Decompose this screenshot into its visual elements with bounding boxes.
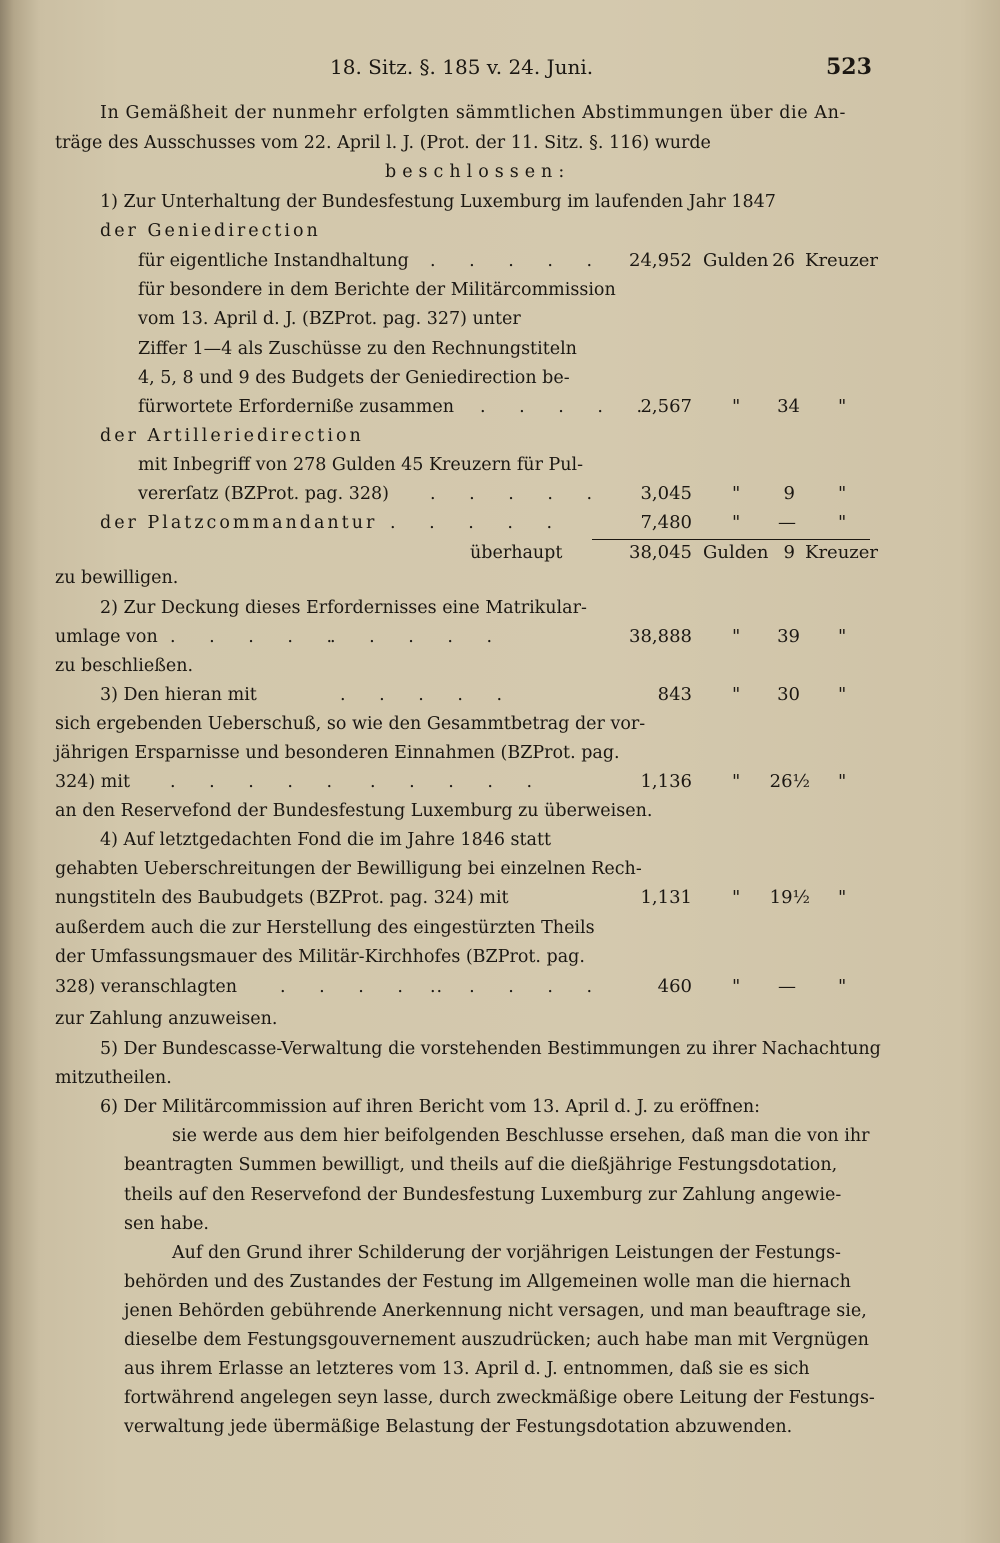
ditto-mark: " — [838, 396, 847, 417]
ditto-mark: " — [838, 887, 847, 908]
item5-line-2: mitzutheilen. — [55, 1068, 172, 1088]
ditto-mark: " — [732, 976, 741, 997]
ditto-mark: " — [838, 512, 847, 533]
platz-heading: der Platzcommandantur — [100, 513, 378, 533]
item2-line-1: 2) Zur Deckung dieses Erfordernisses eine Matrikular- — [100, 598, 587, 618]
running-head: 18. Sitz. §. 185 v. 24. Juni. — [330, 55, 594, 79]
ditto-mark: " — [838, 771, 847, 792]
ditto-mark: " — [732, 626, 741, 647]
item1-line-1: 1) Zur Unterhaltung der Bundesfestung Luxemburg im laufenden Jahr 1847 — [100, 192, 776, 212]
item2-line-2: umlage von — [55, 627, 158, 647]
leader-dots: . . . . . — [340, 685, 517, 705]
resolved-heading: beschlossen: — [385, 162, 571, 182]
leader-dots: . . . . . — [370, 772, 547, 792]
item4-line-3: nungstiteln des Baubudgets (BZProt. pag. 324) mit — [55, 888, 509, 908]
leader-dots: . . . . . — [430, 977, 607, 997]
genie-line-2: für besondere in dem Berichte der Militärcommission — [138, 280, 616, 300]
amount-gulden: 1,131 — [640, 887, 692, 908]
amount-gulden: 460 — [657, 976, 692, 997]
amount-kreuzer: 9 — [783, 483, 795, 504]
leader-dots: . . . . . — [330, 627, 507, 647]
genie-line-3: vom 13. April d. J. (BZProt. pag. 327) unter — [138, 309, 521, 329]
leader-dots: . . . . . — [480, 397, 657, 417]
artillerie-heading: der Artilleriedirection — [100, 426, 364, 446]
leader-dots: . . . . . — [170, 627, 347, 647]
amount-gulden: 24,952 — [629, 250, 692, 271]
ditto-mark: " — [732, 483, 741, 504]
item4-line-4: außerdem auch die zur Herstellung des eingestürzten Theils — [55, 918, 595, 938]
item1-closing: zu bewilligen. — [55, 568, 179, 588]
leader-dots: . . . . . — [280, 977, 457, 997]
intro-line-1: In Gemäßheit der nunmehr erfolgten sämmtlichen Abstimmungen über die An- — [100, 103, 846, 123]
item6-p2-line-5: aus ihrem Erlasse an letzteres vom 13. April d. J. entnommen, daß sie es sich — [124, 1359, 810, 1379]
ditto-mark: " — [732, 512, 741, 533]
amount-gulden: 7,480 — [640, 512, 692, 533]
ditto-mark: " — [838, 483, 847, 504]
item3-line-2: sich ergebenden Ueberschuß, so wie den Gesammtbetrag der vor- — [55, 714, 646, 734]
genie-line-6: fürwortete Erforderniße zusammen — [138, 397, 454, 417]
item3-line-5: an den Reservefond der Bundesfestung Luxemburg zu überweisen. — [55, 801, 653, 821]
item4-line-5: der Umfassungsmauer des Militär-Kirchhofes (BZProt. pag. — [55, 947, 585, 967]
unit-gulden: Gulden — [703, 542, 769, 563]
item6-p2-line-6: fortwährend angelegen seyn lasse, durch zweckmäßige obere Leitung der Festungs- — [124, 1388, 875, 1408]
total-gulden: 38,045 — [629, 542, 692, 563]
sum-rule — [592, 539, 870, 540]
leader-dots: . . . . . — [390, 513, 567, 533]
amount-kreuzer: 30 — [777, 684, 800, 705]
item3-line-1: 3) Den hieran mit — [100, 685, 257, 705]
leader-dots: . . . . . — [430, 251, 607, 271]
item6-p2-line-1: Auf den Grund ihrer Schilderung der vorjährigen Leistungen der Festungs- — [172, 1243, 841, 1263]
ditto-mark: " — [838, 626, 847, 647]
genie-line-5: 4, 5, 8 und 9 des Budgets der Geniedirection be- — [138, 368, 570, 388]
item6-p2-line-7: verwaltung jede übermäßige Belastung der Festungsdotation abzuwenden. — [124, 1417, 793, 1437]
page-number: 523 — [826, 54, 872, 80]
amount-gulden: 2,567 — [640, 396, 692, 417]
total-label: überhaupt — [470, 543, 563, 563]
item6-p1-line-3: theils auf den Reservefond der Bundesfestung Luxemburg zur Zahlung angewie- — [124, 1185, 842, 1205]
unit-kreuzer: Kreuzer — [805, 542, 879, 563]
ditto-mark: " — [732, 396, 741, 417]
item4-line-7: zur Zahlung anzuweisen. — [55, 1009, 278, 1029]
artillerie-line-2: vererſatz (BZProt. pag. 328) — [138, 484, 389, 504]
ditto-mark: " — [732, 887, 741, 908]
ditto-mark: " — [732, 684, 741, 705]
genie-line-4: Ziffer 1—4 als Zuschüsse zu den Rechnungstiteln — [138, 339, 577, 359]
item4-line-6: 328) veranschlagten — [55, 977, 238, 997]
artillerie-line-1: mit Inbegriff von 278 Gulden 45 Kreuzern für Pul- — [138, 455, 584, 475]
item2-line-3: zu beschließen. — [55, 656, 194, 676]
total-kreuzer: 9 — [783, 542, 795, 563]
intro-line-2: träge des Ausschusses vom 22. April l. J. (Prot. der 11. Sitz. §. 116) wurde — [55, 133, 711, 153]
leader-dots: . . . . . — [170, 772, 347, 792]
dash-mark: — — [778, 512, 796, 533]
unit-kreuzer: Kreuzer — [805, 250, 879, 271]
item4-line-1: 4) Auf letztgedachten Fond die im Jahre 1846 statt — [100, 830, 552, 850]
item3-line-3: jährigen Ersparnisse und besonderen Einnahmen (BZProt. pag. — [55, 743, 620, 763]
item6-p2-line-2: behörden und des Zustandes der Festung im Allgemeinen wolle man die hiernach — [124, 1272, 851, 1292]
amount-kreuzer: 39 — [777, 626, 800, 647]
dash-mark: — — [778, 976, 796, 997]
item6-p1-line-4: sen habe. — [124, 1214, 209, 1234]
genie-line-1: für eigentliche Instandhaltung — [138, 251, 409, 271]
item6-line-1: 6) Der Militärcommission auf ihren Bericht vom 13. April d. J. zu eröffnen: — [100, 1097, 761, 1117]
amount-kreuzer: 26 — [772, 250, 795, 271]
amount-gulden: 1,136 — [640, 771, 692, 792]
unit-gulden: Gulden — [703, 250, 769, 271]
ditto-mark: " — [732, 771, 741, 792]
ditto-mark: " — [838, 684, 847, 705]
amount-gulden: 3,045 — [640, 483, 692, 504]
amount-kreuzer: 26½ — [769, 771, 810, 792]
amount-kreuzer: 34 — [777, 396, 800, 417]
item6-p1-line-2: beantragten Summen bewilligt, und theils auf die dießjährige Festungsdotation, — [124, 1155, 838, 1175]
ditto-mark: " — [838, 976, 847, 997]
item6-p2-line-3: jenen Behörden gebührende Anerkennung nicht versagen, und man beauftrage sie, — [124, 1301, 867, 1321]
amount-gulden: 843 — [657, 684, 692, 705]
genie-heading: der Geniedirection — [100, 221, 321, 241]
amount-gulden: 38,888 — [629, 626, 692, 647]
item3-line-4: 324) mit — [55, 772, 131, 792]
item6-p2-line-4: dieselbe dem Festungsgouvernement auszudrücken; auch habe man mit Vergnügen — [124, 1330, 869, 1350]
item6-p1-line-1: sie werde aus dem hier beifolgenden Beschlusse ersehen, daß man die von ihr — [172, 1126, 870, 1146]
leader-dots: . . . . . — [430, 484, 607, 504]
item4-line-2: gehabten Ueberschreitungen der Bewilligung bei einzelnen Rech- — [55, 859, 642, 879]
item5-line-1: 5) Der Bundescasse-Verwaltung die vorstehenden Bestimmungen zu ihrer Nachachtung — [100, 1039, 881, 1059]
amount-kreuzer: 19½ — [769, 887, 810, 908]
